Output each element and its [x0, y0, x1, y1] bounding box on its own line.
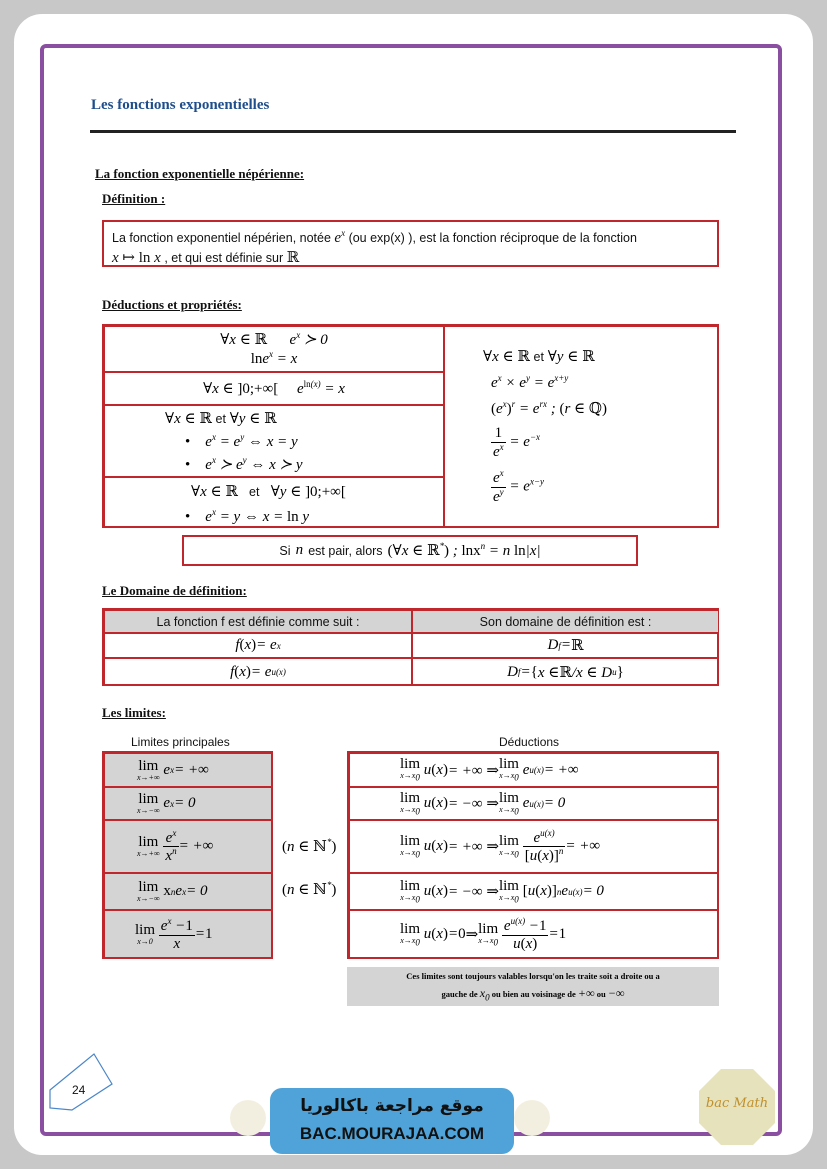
- prop-cell-3: ∀x ∈ ℝ et ∀y ∈ ℝ • $e^x = e^y$ ⇔ x = y • $e^x$ ≻ $e^y$ ⇔ x ≻ y: [104, 405, 444, 477]
- domain-table: [102, 608, 719, 686]
- limits-note-line-1: Ces limites sont toujours valables lorsqu'on les traite soit a droite ou a: [406, 971, 660, 981]
- domain-header-domain: Son domaine de définition est :: [412, 610, 719, 633]
- limits-right-title: Déductions: [499, 735, 560, 749]
- title-rule: [90, 130, 736, 133]
- site-url[interactable]: BAC.MOURAJAA.COM: [299, 1124, 485, 1143]
- limit-deduction-3: lim $x\to x_0$ u ( x ) = +∞ ⇒ lim $x\to x_0$ $\frac{e^{u(x)}}{[u(x)]^n}$ = +∞: [349, 820, 719, 873]
- site-logo-left: [230, 1100, 266, 1136]
- limit-main-4: lim x→−∞ x n e x = 0: [104, 873, 273, 910]
- limit-deduction-4: lim $x\to x_0$ u ( x ) = −∞ ⇒ lim $x\to x_0$ [ u ( x )] n e u(x) = 0: [349, 873, 719, 910]
- definition-label: Définition :: [102, 191, 166, 206]
- properties-table: [102, 324, 719, 528]
- condition-n-2: (n ∈ ℕ*): [282, 880, 337, 898]
- brand-logo-text: bac Math: [705, 1096, 769, 1111]
- domain-row2-domain: D f = { x ∈ ℝ /x ∈ D u }: [412, 658, 719, 686]
- limit-main-3: lim x→+∞ $\frac{e^x}{x^n}$ = +∞: [104, 820, 273, 873]
- site-banner[interactable]: [270, 1088, 514, 1154]
- limit-deduction-1: lim $x\to x_0$ u ( x ) = +∞ ⇒ lim $x\to x_0$ e u(x) = +∞: [349, 753, 719, 787]
- prop-cell-2: ∀x ∈ ]0;+∞[ $e^{ln(x)} = x$: [104, 372, 444, 405]
- site-logo-right: [514, 1100, 550, 1136]
- limit-deduction-2: lim $x\to x_0$ u ( x ) = −∞ ⇒ lim $x\to x_0$ e u(x) = 0: [349, 787, 719, 820]
- domain-row1-domain: D f = ℝ: [412, 633, 719, 658]
- limit-deduction-5: lim $x\to x_0$ u ( x ) = 0 ⇒ lim $x\to x_0$ $\frac{e^{u(x)} -1}{u(x)}$ = 1: [349, 910, 719, 959]
- definition-line-2: x ↦ ln x , et qui est définie sur ℝ: [112, 250, 300, 266]
- limits-left-title: Limites principales: [131, 735, 230, 749]
- deductions-heading: Déductions et propriétés:: [102, 297, 242, 312]
- limit-main-5: lim x→0 $\frac{e^x -1}{x}$ = 1: [104, 910, 273, 959]
- limits-deductions-table: [347, 751, 719, 959]
- definition-box: [102, 220, 719, 267]
- limit-main-2: lim x→−∞ e x = 0: [104, 787, 273, 820]
- page-title: Les fonctions exponentielles: [91, 97, 270, 113]
- limits-heading: Les limites:: [102, 705, 166, 720]
- prop-cell-1: ∀x ∈ ℝ $e^x$ ≻ 0 lne$^x$ = x: [104, 326, 444, 372]
- section-heading-exp: La fonction exponentielle népérienne:: [95, 166, 305, 181]
- prop-cell-4: ∀x ∈ ℝ et ∀y ∈ ]0;+∞[ • $e^x = y$ ⇔ x = ln y: [104, 477, 444, 528]
- domain-row1-function: f ( x ) = e x: [104, 633, 412, 658]
- domain-row2-function: f ( x ) = e u(x): [104, 658, 412, 686]
- prop-cell-5: ∀x ∈ ℝ et ∀y ∈ ℝ $e^x \times e^y = e^{x+y}$ $(e^x)^r = e^{rx}$ ; (r ∈ ℚ) $\frac{1}{e^x}$ = $e^{-x}$ $\frac{e^x}{e^y}$ = $e^{x-y}$: [444, 326, 719, 528]
- page-number-badge: [46, 1050, 116, 1112]
- parity-note-box: Si n est pair, alors (∀x ∈ ℝ*) ; lnx$^n$ = n ln|x|: [182, 535, 638, 566]
- limits-note-line-2: gauche de $x_0$ ou bien au voisinage de +∞ ou −∞: [441, 986, 625, 1003]
- domain-header-function: La fonction f est définie comme suit :: [104, 610, 412, 633]
- domain-heading: Le Domaine de définition:: [102, 583, 247, 598]
- site-name-arabic: موقع مراجعة باكالوريا: [300, 1096, 484, 1116]
- page-number: 24: [72, 1083, 86, 1097]
- definition-line-1: La fonction exponentiel népérien, notée $e^x$ (ou exp(x) ), est la fonction réciproque de la fonction: [112, 228, 637, 246]
- condition-n-1: (n ∈ ℕ*): [282, 837, 337, 855]
- limits-note-box: [347, 967, 719, 1006]
- limits-main-table: [102, 751, 273, 959]
- limit-main-1: lim x→+∞ e x = +∞: [104, 753, 273, 787]
